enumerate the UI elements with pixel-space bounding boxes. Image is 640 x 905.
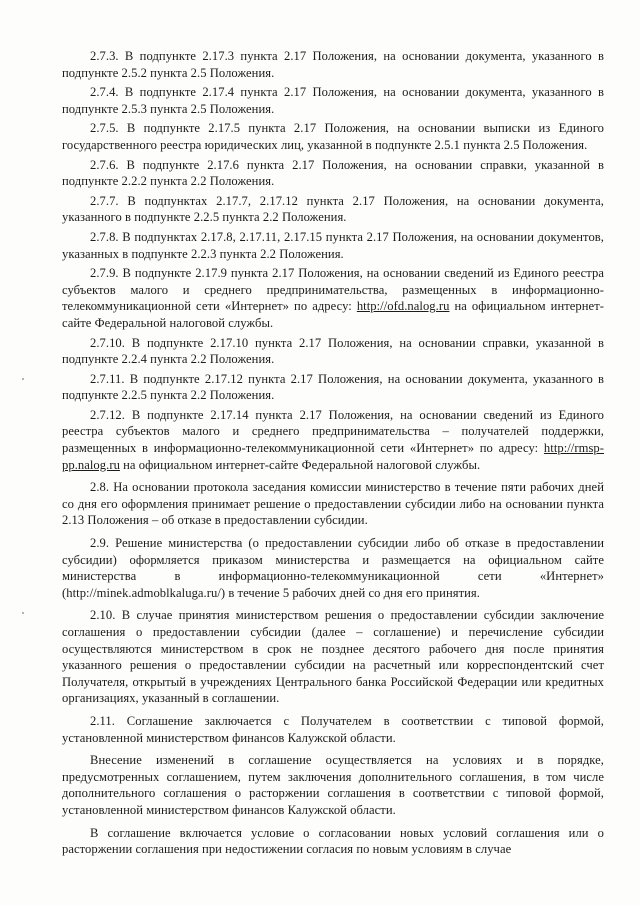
paragraph-text: 2.7.12. В подпункте 2.17.14 пункта 2.17 Положения, на основании сведений из Единого реестра субъектов малого и среднего предпринимательства – получателей поддержки, размещенных в информационно-телекоммуникационной сети «Интернет» по адресу:	[62, 407, 604, 456]
rmsp-pp-link[interactable]: http://rmsp-pp.nalog.ru	[62, 441, 604, 472]
ofd-nalog-link[interactable]: http://ofd.nalog.ru	[356, 299, 450, 314]
paragraph-2-7-11: 2.7.11. В подпункте 2.17.12 пункта 2.17 Положения, на основании документа, указанного в подпункте 2.2.5 пункта 2.2 Положения.	[62, 371, 604, 403]
paragraph-2-7-8: 2.7.8. В подпунктах 2.17.8, 2.17.11, 2.17.15 пункта 2.17 Положения, на основании документов, указанных в подпункте 2.2.3 пункта 2.2 Положения.	[62, 229, 604, 261]
paragraph-2-10: 2.10. В случае принятия министерством решения о предоставлении субсидии заключение соглашения о предоставлении субсидии (далее – соглашение) и перечисление субсидии осуществляются министерством в срок не позднее десятого рабочего дня после принятия указанного решения о предоставлении субсидии на расчетный или корреспондентский счет Получателя, открытый в учреждениях Центрального банка Российской Федерации или кредитных организациях, указанный в соглашении.	[62, 608, 604, 706]
paragraph-2-9: 2.9. Решение министерства (о предоставлении субсидии либо об отказе в предоставлении субсидии) оформляется приказом министерства и размещается на официальном сайте министерства в информационно-телекоммуникационной сети «Интернет» (http://minek.admoblkaluga.ru/) в течение 5 рабочих дней со дня его принятия.	[62, 536, 604, 600]
paragraph-text: на официальном интернет-сайте Федеральной налоговой службы.	[62, 299, 604, 330]
scan-mark	[22, 612, 24, 614]
paragraph-2-7-3: 2.7.3. В подпункте 2.17.3 пункта 2.17 Положения, на основании документа, указанного в подпункте 2.5.2 пункта 2.5 Положения.	[62, 49, 604, 80]
paragraph-text: на официальном интернет-сайте Федеральной налоговой службы.	[119, 457, 481, 472]
paragraph-2-7-6: 2.7.6. В подпункте 2.17.6 пункта 2.17 Положения, на основании справки, указанной в подпункте 2.2.2 пункта 2.2 Положения.	[62, 157, 604, 189]
scan-mark	[22, 378, 24, 380]
paragraph-2-7-4: 2.7.4. В подпункте 2.17.4 пункта 2.17 Положения, на основании документа, указанного в подпункте 2.5.3 пункта 2.5 Положения.	[62, 85, 604, 116]
paragraph-2-7-10: 2.7.10. В подпункте 2.17.10 пункта 2.17 Положения, на основании справки, указанной в подпункте 2.2.4 пункта 2.2 Положения.	[62, 335, 604, 367]
paragraph-text: 2.7.9. В подпункте 2.17.9 пункта 2.17 Положения, на основании сведений из Единого реестра субъектов малого и среднего предпринимательства, размещенных в информационно-телекоммуникационной сети «Интернет» по адресу:	[62, 266, 604, 314]
paragraph-2-7-12	[62, 407, 604, 473]
paragraph-condition: В соглашение включается условие о согласовании новых условий соглашения или о расторжении соглашения при недостижении согласия по новым условиям в случае	[62, 825, 604, 857]
paragraph-2-7-9	[62, 265, 604, 331]
paragraph-2-11: 2.11. Соглашение заключается с Получателем в соответствии с типовой формой, установленной министерством финансов Калужской области.	[62, 713, 604, 745]
paragraph-2-8: 2.8. На основании протокола заседания комиссии министерство в течение пяти рабочих дней со дня его оформления принимает решение о предоставлении субсидии либо на основании пункта 2.13 Положения – об отказе в предоставлении субсидии.	[62, 480, 604, 528]
paragraph-2-7-7: 2.7.7. В подпунктах 2.17.7, 2.17.12 пункта 2.17 Положения, на основании документа, указанного в подпункте 2.2.5 пункта 2.2 Положения.	[62, 193, 604, 225]
paragraph-2-7-5: 2.7.5. В подпункте 2.17.5 пункта 2.17 Положения, на основании выписки из Единого государственного реестра юридических лиц, указанной в подпункте 2.5.1 пункта 2.5 Положения.	[62, 121, 604, 152]
paragraph-amendments: Внесение изменений в соглашение осуществляется на условиях и в порядке, предусмотренных соглашением, путем заключения дополнительного соглашения, в том числе дополнительного соглашения о расторжении соглашения в соответствии с типовой формой, установленной министерством финансов Калужской области.	[62, 753, 604, 817]
